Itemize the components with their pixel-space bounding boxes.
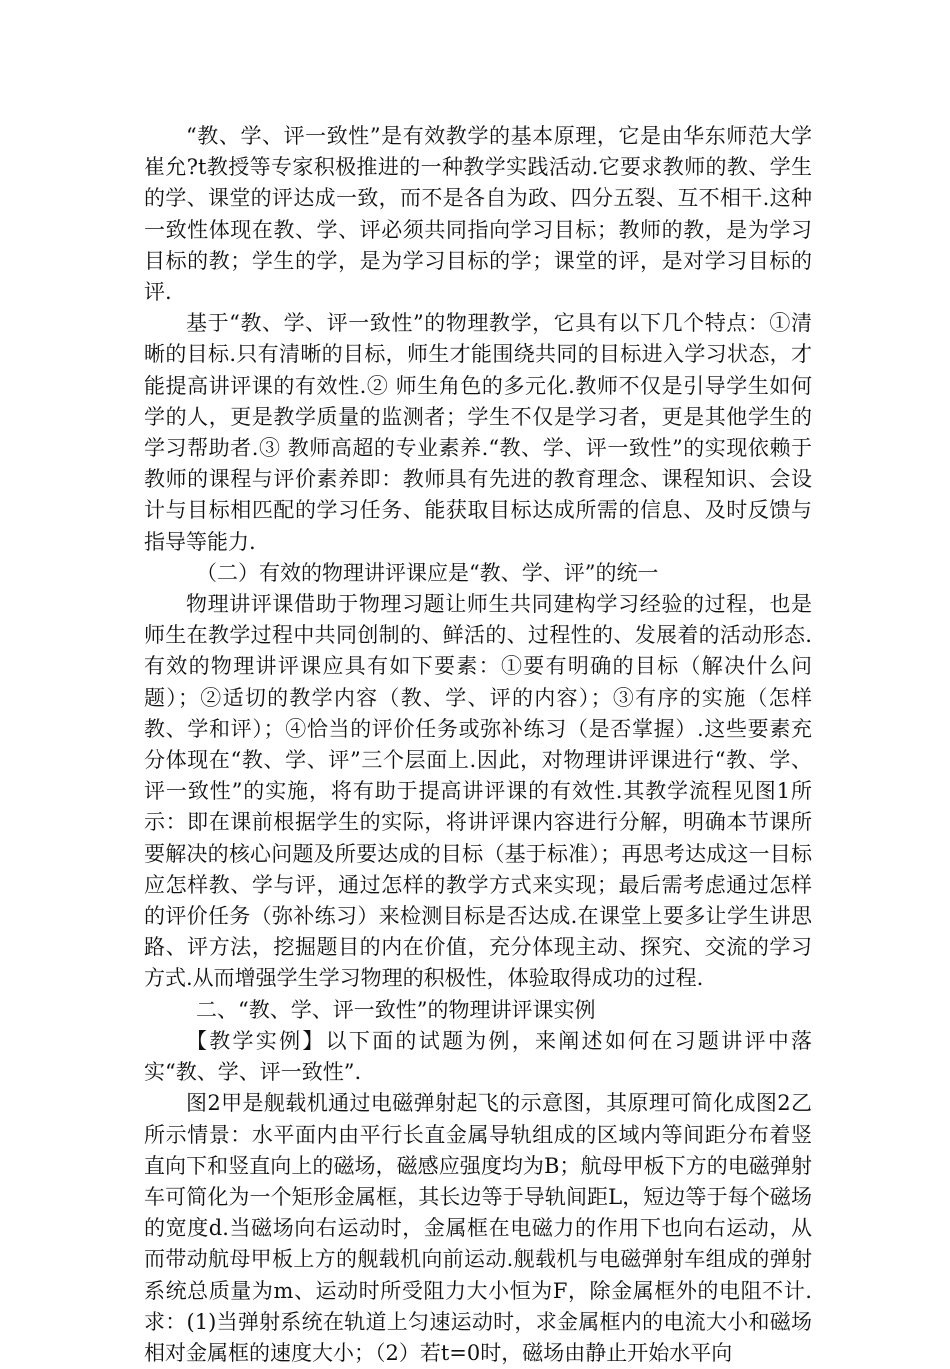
- section-heading-2: （二）有效的物理讲评课应是“教、学、评”的统一: [196, 560, 659, 585]
- paragraph-3: 物理讲评课借助于物理习题让师生共同建构学习经验的过程，也是师生在教学过程中共同创制的、鲜活的、过程性的、发展着的活动形态.有效的物理讲评课应具有如下要素：①要有明确的目标（解决什么问题）；②适切的教学内容（教、学、评的内容）；③有序的实施（怎样教、学和评）；④恰当的评价任务或弥补练习（是否掌握）.这些要素充分体现在“教、学、评”三个层面上.因此，对物理讲评课进行“教、学、评一致性”的实施，将有助于提高讲评课的有效性.其教学流程见图1所示：即在课前根据学生的实际，将讲评课内容进行分解，明确本节课所要解决的核心问题及所要达成的目标（基于标准）；再思考达成这一目标应怎样教、学与评，通过怎样的教学方式来实现；最后需考虑通过怎样的评价任务（弥补练习）来检测目标是否达成.在课堂上要多让学生讲思路、评方法，挖掘题目的内在价值，充分体现主动、探究、交流的学习方式.从而增强学生学习物理的积极性，体验取得成功的过程.: [144, 592, 812, 991]
- section-heading-two: 二、“教、学、评一致性”的物理讲评课实例: [196, 997, 596, 1022]
- paragraph-4: 【教学实例】以下面的试题为例，来阐述如何在习题讲评中落实“教、学、评一致性”.: [144, 1028, 812, 1085]
- paragraph-1: “教、学、评一致性”是有效教学的基本原理，它是由华东师范大学崔允?t教授等专家积极推进的一种教学实践活动.它要求教师的教、学生的学、课堂的评达成一致，而不是各自为政、四分五裂、互不相干.这种一致性体现在教、学、评必须共同指向学习目标；教师的教，是为学习目标的教；学生的学，是为学习目标的学；课堂的评，是对学习目标的评.: [144, 124, 812, 305]
- document-page: [144, 121, 812, 1369]
- paragraph-2: 基于“教、学、评一致性”的物理教学，它具有以下几个特点：①清晰的目标.只有清晰的目标，师生才能围绕共同的目标进入学习状态，才能提高讲评课的有效性.② 师生角色的多元化.教师不仅是引导学生如何学的人，更是教学质量的监测者；学生不仅是学习者，更是其他学生的学习帮助者.③ 教师高超的专业素养.“教、学、评一致性”的实现依赖于教师的课程与评价素养即：教师具有先进的教育理念、课程知识、会设计与目标相匹配的学习任务、能获取目标达成所需的信息、及时反馈与指导等能力.: [144, 311, 812, 554]
- paragraph-5: 图2甲是舰载机通过电磁弹射起飞的示意图，其原理可简化成图2乙所示情景：水平面内由平行长直金属导轨组成的区域内等间距分布着竖直向下和竖直向上的磁场，磁感应强度均为B；航母甲板下方的电磁弹射车可简化为一个矩形金属框，其长边等于导轨间距L，短边等于每个磁场的宽度d.当磁场向右运动时，金属框在电磁力的作用下也向右运动，从而带动航母甲板上方的舰载机向前运动.舰载机与电磁弹射车组成的弹射系统总质量为m、运动时所受阻力大小恒为F，除金属框外的电阻不计.求：(1)当弹射系统在轨道上匀速运动时，求金属框内的电流大小和磁场相对金属框的速度大小；（2）若t=0时，磁场由静止开始水平向: [144, 1091, 812, 1365]
